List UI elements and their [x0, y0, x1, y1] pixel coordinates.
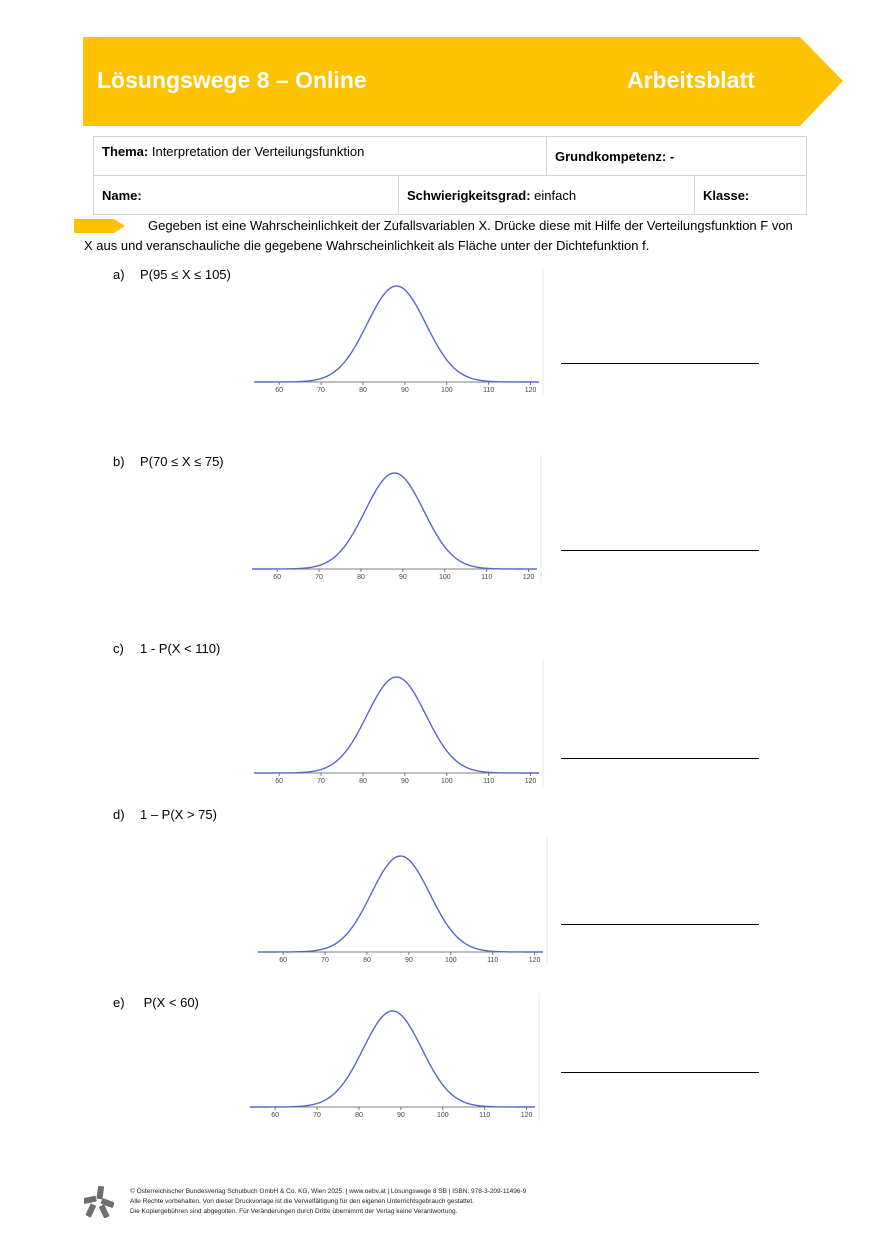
chart-c-tick-label-80: 80: [359, 778, 367, 785]
task-b-expression: P(70 ≤ X ≤ 75): [140, 454, 224, 469]
chart-a-tick-label-120: 120: [524, 387, 537, 394]
answer-line-e[interactable]: [561, 1072, 759, 1073]
chart-a-tick-label-80: 80: [359, 387, 367, 394]
chart-d-tick-label-90: 90: [404, 957, 413, 964]
copyright-line-2: Alle Rechte vorbehalten. Von dieser Druckvorlage ist die Vervielfältigung für den eigenen Unterrichtsgebrauch gestattet.: [130, 1198, 474, 1205]
density-chart-e: [246, 993, 541, 1121]
task-a-expression: P(95 ≤ X ≤ 105): [140, 267, 231, 282]
chart-b-tick-label-120: 120: [522, 574, 535, 581]
task-e-label: e) P(X < 60): [113, 995, 199, 1010]
density-chart-c: [250, 659, 545, 787]
copyright-line-3: Die Kopiergebühren sind abgegolten. Für Veränderungen durch Dritte übernimmt der Verlag keine Verantwortung.: [130, 1208, 458, 1215]
task-d-label: d) 1 – P(X > 75): [113, 807, 217, 822]
answer-line-b[interactable]: [561, 550, 759, 551]
density-chart-d: [254, 838, 549, 966]
schwierigkeit-label: Schwierigkeitsgrad:: [407, 187, 531, 203]
chart-c-tick-label-120: 120: [524, 778, 537, 785]
task-c-label: c) 1 - P(X < 110): [113, 641, 221, 656]
answer-line-a[interactable]: [561, 363, 759, 364]
chart-a-density-curve: [254, 286, 539, 382]
task-a-label: a) P(95 ≤ X ≤ 105): [113, 267, 231, 282]
chart-a-tick-label-90: 90: [400, 387, 409, 394]
chart-c-tick-label-90: 90: [400, 778, 409, 785]
chart-d-tick-label-70: 70: [321, 957, 329, 964]
schwierigkeit-value: einfach: [530, 187, 577, 203]
copyright-line-1: © Österreichischer Bundesverlag Schulbuch GmbH & Co. KG, Wien 2025. | www.oebv.at | Lösungswege 8 SB | ISBN: 978-3-209-11496-9: [130, 1188, 527, 1195]
chart-b-tick-label-110: 110: [481, 574, 493, 581]
chart-e-density-curve: [250, 1011, 535, 1107]
chart-a-tick-label-60: 60: [275, 387, 284, 394]
chart-a-tick-label-100: 100: [440, 387, 453, 394]
chart-b-tick-label-60: 60: [273, 574, 282, 581]
chart-e-tick-label-90: 90: [396, 1112, 405, 1119]
chart-d-density-curve: [258, 856, 543, 952]
chart-b-density-curve: [252, 473, 537, 569]
thema-label: Thema:: [102, 144, 149, 159]
chart-d-tick-label-120: 120: [528, 957, 541, 964]
answer-line-c[interactable]: [561, 758, 759, 759]
chart-e-tick-label-80: 80: [355, 1112, 363, 1119]
chart-e-tick-label-60: 60: [271, 1112, 280, 1119]
schwierigkeit-cell: [399, 176, 695, 215]
task-b-label: b) P(70 ≤ X ≤ 75): [113, 454, 224, 469]
publisher-logo-icon: [84, 1186, 114, 1218]
chart-c-tick-label-70: 70: [317, 778, 325, 785]
chart-b-tick-label-90: 90: [398, 574, 407, 581]
answer-line-d[interactable]: [561, 924, 759, 925]
thema-value: Interpretation der Verteilungsfunktion: [148, 144, 365, 159]
chart-e-tick-label-120: 120: [520, 1112, 533, 1119]
chart-c-tick-label-100: 100: [440, 778, 453, 785]
task-c-expression: 1 - P(X < 110): [140, 641, 221, 656]
chart-c-tick-label-110: 110: [483, 778, 495, 785]
chart-c-density-curve: [254, 677, 539, 773]
banner-doc-type: Arbeitsblatt: [627, 67, 755, 93]
chart-d-tick-label-80: 80: [363, 957, 371, 964]
chart-d-tick-label-60: 60: [279, 957, 288, 964]
chart-e-tick-label-70: 70: [313, 1112, 321, 1119]
worksheet-info-table: [93, 136, 807, 215]
chart-d-tick-label-110: 110: [487, 957, 499, 964]
task-d-expression: 1 – P(X > 75): [140, 807, 217, 822]
grundkompetenz-label: Grundkompetenz: -: [554, 148, 675, 164]
chart-b-tick-label-100: 100: [438, 574, 451, 581]
name-cell: [94, 176, 399, 215]
klasse-cell: [695, 176, 807, 215]
density-chart-a: [250, 268, 545, 396]
chart-b-tick-label-80: 80: [357, 574, 365, 581]
chart-a-tick-label-110: 110: [483, 387, 495, 394]
chart-e-tick-label-110: 110: [479, 1112, 491, 1119]
task-e-expression: P(X < 60): [140, 995, 199, 1010]
chart-e-tick-label-100: 100: [436, 1112, 449, 1119]
thema-cell: [94, 137, 547, 176]
grundkompetenz-cell: [546, 137, 806, 176]
chart-a-tick-label-70: 70: [317, 387, 325, 394]
density-chart-b: [248, 455, 543, 583]
instruction-text: Gegeben ist eine Wahrscheinlichkeit der Zufallsvariablen X. Drücke diese mit Hilfe der Verteilungsfunktion F von X aus und veranschauliche die gegebene Wahrscheinlichkeit als Fläche unter der Dichtefunktion f.: [84, 218, 793, 253]
chart-c-tick-label-60: 60: [275, 778, 284, 785]
klasse-label: Klasse:: [703, 187, 750, 203]
banner-title: Lösungswege 8 – Online: [97, 67, 367, 93]
chart-d-tick-label-100: 100: [444, 957, 457, 964]
name-label: Name:: [102, 187, 142, 203]
chart-b-tick-label-70: 70: [315, 574, 323, 581]
header-banner: [83, 37, 843, 126]
copyright-notice: [130, 1187, 526, 1217]
